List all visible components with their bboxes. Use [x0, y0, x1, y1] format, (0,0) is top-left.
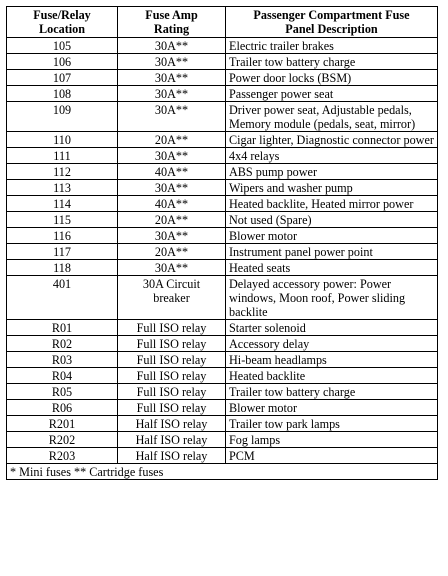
table-row: [7, 336, 438, 352]
table-row: [7, 384, 438, 400]
fuse-rating-cell: Half ISO relay: [118, 432, 226, 448]
fuse-rating-cell: 40A**: [118, 196, 226, 212]
fuse-rating-cell: 30A**: [118, 228, 226, 244]
fuse-location-cell: 118: [7, 260, 118, 276]
fuse-description-cell: Delayed accessory power: Power windows, Moon roof, Power sliding backlite: [226, 276, 438, 320]
fuse-location-cell: R04: [7, 368, 118, 384]
fuse-rating-cell: 30A**: [118, 70, 226, 86]
fuse-description-cell: Trailer tow park lamps: [226, 416, 438, 432]
fuse-description-cell: Trailer tow battery charge: [226, 54, 438, 70]
fuse-rating-cell: Half ISO relay: [118, 416, 226, 432]
fuse-location-cell: 111: [7, 148, 118, 164]
table-row: [7, 212, 438, 228]
header-rating: Fuse Amp Rating: [118, 7, 226, 38]
fuse-location-cell: 117: [7, 244, 118, 260]
fuse-location-cell: R202: [7, 432, 118, 448]
fuse-description-cell: Heated backlite: [226, 368, 438, 384]
fuse-rating-cell: Half ISO relay: [118, 448, 226, 464]
fuse-description-cell: Driver power seat, Adjustable pedals, Memory module (pedals, seat, mirror): [226, 102, 438, 132]
fuse-description-cell: Fog lamps: [226, 432, 438, 448]
table-header: [7, 7, 438, 38]
header-location: Fuse/Relay Location: [7, 7, 118, 38]
fuse-rating-cell: Full ISO relay: [118, 320, 226, 336]
table-body: [7, 38, 438, 464]
fuse-description-cell: Blower motor: [226, 400, 438, 416]
fuse-location-cell: R203: [7, 448, 118, 464]
fuse-description-cell: Not used (Spare): [226, 212, 438, 228]
fuse-location-cell: 401: [7, 276, 118, 320]
fuse-location-cell: 106: [7, 54, 118, 70]
fuse-description-cell: 4x4 relays: [226, 148, 438, 164]
fuse-rating-cell: 30A**: [118, 86, 226, 102]
table-row: [7, 244, 438, 260]
fuse-location-cell: R06: [7, 400, 118, 416]
fuse-location-cell: R01: [7, 320, 118, 336]
table-row: [7, 70, 438, 86]
table-row: [7, 260, 438, 276]
fuse-rating-cell: 40A**: [118, 164, 226, 180]
table-row: [7, 148, 438, 164]
fuse-location-cell: 112: [7, 164, 118, 180]
footnote: * Mini fuses ** Cartridge fuses: [7, 464, 438, 480]
fuse-rating-cell: Full ISO relay: [118, 400, 226, 416]
fuse-location-cell: 114: [7, 196, 118, 212]
table-footer: [7, 464, 438, 480]
fuse-rating-cell: 30A**: [118, 102, 226, 132]
fuse-description-cell: Trailer tow battery charge: [226, 384, 438, 400]
fuse-location-cell: R02: [7, 336, 118, 352]
fuse-description-cell: Starter solenoid: [226, 320, 438, 336]
fuse-description-cell: ABS pump power: [226, 164, 438, 180]
fuse-rating-cell: Full ISO relay: [118, 384, 226, 400]
fuse-rating-cell: Full ISO relay: [118, 352, 226, 368]
fuse-panel-table: [6, 6, 438, 480]
table-row: [7, 86, 438, 102]
fuse-description-cell: Heated backlite, Heated mirror power: [226, 196, 438, 212]
fuse-rating-cell: 20A**: [118, 244, 226, 260]
fuse-location-cell: R03: [7, 352, 118, 368]
table-row: [7, 228, 438, 244]
fuse-description-cell: Wipers and washer pump: [226, 180, 438, 196]
footnote-row: [7, 464, 438, 480]
table-row: [7, 400, 438, 416]
header-row: [7, 7, 438, 38]
table-row: [7, 448, 438, 464]
fuse-location-cell: 109: [7, 102, 118, 132]
table-row: [7, 320, 438, 336]
fuse-description-cell: Cigar lighter, Diagnostic connector power: [226, 132, 438, 148]
fuse-rating-cell: 30A Circuit breaker: [118, 276, 226, 320]
table-row: [7, 102, 438, 132]
fuse-description-cell: Passenger power seat: [226, 86, 438, 102]
fuse-location-cell: R201: [7, 416, 118, 432]
fuse-location-cell: 108: [7, 86, 118, 102]
fuse-rating-cell: 30A**: [118, 260, 226, 276]
fuse-description-cell: Blower motor: [226, 228, 438, 244]
fuse-description-cell: Accessory delay: [226, 336, 438, 352]
table-row: [7, 38, 438, 54]
fuse-description-cell: Instrument panel power point: [226, 244, 438, 260]
fuse-location-cell: 115: [7, 212, 118, 228]
fuse-location-cell: 113: [7, 180, 118, 196]
fuse-description-cell: Heated seats: [226, 260, 438, 276]
table-row: [7, 180, 438, 196]
fuse-rating-cell: 20A**: [118, 132, 226, 148]
table-row: [7, 132, 438, 148]
table-row: [7, 276, 438, 320]
table-row: [7, 196, 438, 212]
header-description: Passenger Compartment Fuse Panel Description: [226, 7, 438, 38]
fuse-description-cell: PCM: [226, 448, 438, 464]
fuse-description-cell: Power door locks (BSM): [226, 70, 438, 86]
fuse-location-cell: R05: [7, 384, 118, 400]
table-row: [7, 432, 438, 448]
fuse-rating-cell: Full ISO relay: [118, 336, 226, 352]
table-row: [7, 368, 438, 384]
fuse-location-cell: 116: [7, 228, 118, 244]
fuse-location-cell: 107: [7, 70, 118, 86]
fuse-description-cell: Hi-beam headlamps: [226, 352, 438, 368]
table-row: [7, 416, 438, 432]
fuse-rating-cell: 30A**: [118, 180, 226, 196]
fuse-location-cell: 110: [7, 132, 118, 148]
fuse-description-cell: Electric trailer brakes: [226, 38, 438, 54]
fuse-rating-cell: 30A**: [118, 148, 226, 164]
fuse-rating-cell: Full ISO relay: [118, 368, 226, 384]
table-row: [7, 352, 438, 368]
fuse-rating-cell: 30A**: [118, 38, 226, 54]
table-row: [7, 54, 438, 70]
fuse-location-cell: 105: [7, 38, 118, 54]
table-row: [7, 164, 438, 180]
fuse-rating-cell: 30A**: [118, 54, 226, 70]
fuse-rating-cell: 20A**: [118, 212, 226, 228]
